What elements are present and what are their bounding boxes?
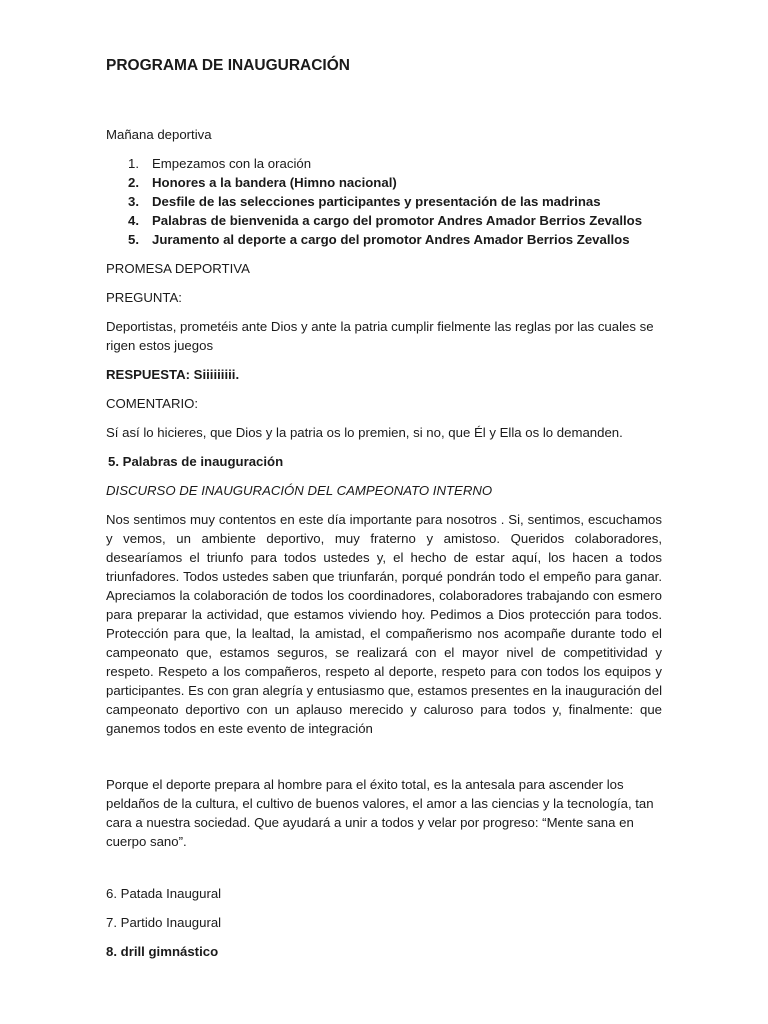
program-item-text: Honores a la bandera (Himno nacional)	[152, 175, 397, 190]
item-8-drill: 8. drill gimnástico	[106, 944, 219, 959]
item-7-partido: 7. Partido Inaugural	[106, 915, 222, 930]
program-item-number: 3.	[128, 194, 139, 209]
program-item-text: Juramento al deporte a cargo del promotor Andres Amador Berrios Zevallos	[152, 232, 630, 247]
pregunta-heading: PREGUNTA:	[106, 290, 182, 305]
program-item	[106, 230, 662, 249]
program-item	[106, 154, 662, 173]
program-item-number: 5.	[128, 232, 139, 247]
discurso-paragraph-2: Porque el deporte prepara al hombre para el éxito total, es la antesala para ascender los peldaños de la cultura, el cultivo de buenos valores, el amor a las ciencias y la tecnología, tan cara a nuestra sociedad. Que ayudará a unir a todos y velar por progreso: “Mente sana en cuerpo sano”.	[106, 777, 654, 849]
program-item-number: 1.	[128, 156, 139, 171]
program-item-text: Palabras de bienvenida a cargo del promotor Andres Amador Berrios Zevallos	[152, 213, 643, 228]
promesa-heading: PROMESA DEPORTIVA	[106, 261, 250, 276]
document-title: PROGRAMA DE INAUGURACIÓN	[106, 57, 350, 74]
program-item-text: Empezamos con la oración	[152, 156, 312, 171]
discurso-heading: DISCURSO DE INAUGURACIÓN DEL CAMPEONATO INTERNO	[106, 483, 493, 498]
pregunta-text: Deportistas, prometéis ante Dios y ante la patria cumplir fielmente las reglas por las cuales se rigen estos juegos	[106, 319, 654, 353]
section-5-heading: 5. Palabras de inauguración	[108, 454, 284, 469]
program-item-number: 2.	[128, 175, 139, 190]
program-list	[106, 154, 662, 249]
document-page	[106, 55, 662, 971]
comentario-text: Sí así lo hicieres, que Dios y la patria os lo premien, si no, que Él y Ella os lo demanden.	[106, 425, 623, 440]
respuesta-text: RESPUESTA: Siiiiiiiii.	[106, 367, 240, 382]
program-item	[106, 192, 662, 211]
comentario-heading: COMENTARIO:	[106, 396, 199, 411]
subtitle: Mañana deportiva	[106, 127, 212, 142]
discurso-paragraph-1: Nos sentimos muy contentos en este día importante para nosotros . Si, sentimos, escuchamos y vemos, un ambiente deportivo, muy fraterno y amistoso. Queridos colaboradores, desearíamos el triunfo para todos ustedes y, el hecho de estar aquí, los hacen a todos triunfadores. Todos ustedes saben que triunfarán, porqué pondrán todo el empeño para ganar. Apreciamos la colaboración de todos los coordinadores, colaboradores trabajando con esmero para preparar la actividad, que estamos viviendo hoy. Pedimos a Dios protección para todos. Protección para que, la lealtad, la amistad, el compañerismo nos acompañe durante todo el campeonato que, estamos seguros, se realizará con el mayor nivel de competitividad y respeto. Respeto a los compañeros, respeto al deporte, respeto para con todos los equipos y participantes. Es con gran alegría y entusiasmo que, estamos presentes en la inauguración del campeonato deportivo con un aplauso merecido y caluroso para todos y, finalmente: que ganemos todos en este evento de integración	[106, 512, 662, 736]
program-item-text: Desfile de las selecciones participantes y presentación de las madrinas	[152, 194, 601, 209]
program-item	[106, 211, 662, 230]
program-item-number: 4.	[128, 213, 139, 228]
item-6-patada: 6. Patada Inaugural	[106, 886, 222, 901]
program-item	[106, 173, 662, 192]
